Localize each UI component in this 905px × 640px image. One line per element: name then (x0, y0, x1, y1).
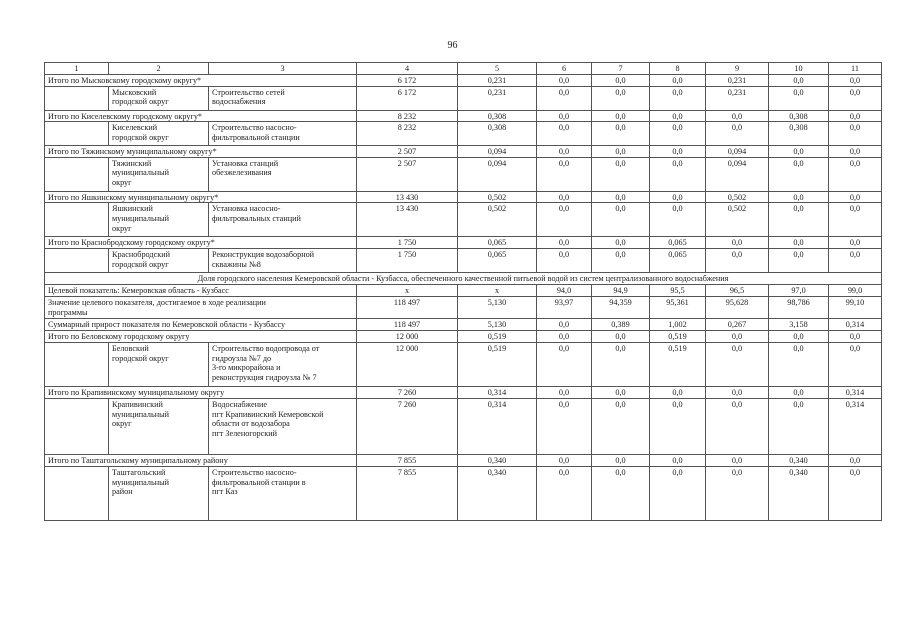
municipality-cell: Киселевский городской округ (109, 122, 209, 146)
value-cell: 0,094 (458, 146, 537, 158)
value-cell: 0,0 (650, 146, 706, 158)
column-number-1: 1 (45, 63, 109, 75)
value-cell: 0,231 (458, 86, 537, 110)
total-row (45, 237, 882, 249)
value-cell: 0,0 (592, 86, 650, 110)
value-cell: 1,002 (650, 318, 706, 330)
value-cell: 0,0 (769, 191, 829, 203)
value-cell: 0,314 (458, 398, 537, 454)
value-cell: 94,359 (592, 296, 650, 318)
value-cell: 0,0 (769, 157, 829, 191)
value-cell: 0,519 (458, 330, 537, 342)
value-cell: 0,0 (537, 203, 592, 237)
item-row (45, 157, 882, 191)
value-cell: х (458, 284, 537, 296)
value-cell: 0,0 (829, 191, 882, 203)
row-label: Значение целевого показателя, достигаемое в ходе реализации программы (45, 296, 357, 318)
value-cell: 0,0 (650, 466, 706, 520)
value-cell: 0,340 (458, 466, 537, 520)
value-cell: 0,0 (650, 454, 706, 466)
value-cell: 0,0 (592, 454, 650, 466)
value-cell: 0,308 (458, 110, 537, 122)
value-cell: 8 232 (357, 110, 458, 122)
value-cell: 0,0 (592, 237, 650, 249)
value-cell: 0,0 (537, 466, 592, 520)
total-row (45, 318, 882, 330)
item-row (45, 342, 882, 386)
value-cell: 0,0 (829, 122, 882, 146)
value-cell: 0,0 (537, 86, 592, 110)
value-cell: 0,0 (706, 110, 769, 122)
value-cell: 94,9 (592, 284, 650, 296)
value-cell: 0,0 (537, 122, 592, 146)
empty-cell (45, 342, 109, 386)
value-cell: 94,0 (537, 284, 592, 296)
value-cell: 13 430 (357, 203, 458, 237)
activity-cell: Установка станций обезжелезивания (209, 157, 357, 191)
value-cell: 0,0 (650, 398, 706, 454)
empty-cell (45, 122, 109, 146)
value-cell: 118 497 (357, 296, 458, 318)
item-row (45, 86, 882, 110)
item-row (45, 122, 882, 146)
page-number: 96 (447, 40, 458, 51)
value-cell: 0,502 (706, 191, 769, 203)
row-label: Итого по Краснобродскому городскому округу* (45, 237, 357, 249)
value-cell: 6 172 (357, 75, 458, 87)
total-row (45, 284, 882, 296)
value-cell: 7 855 (357, 466, 458, 520)
value-cell: 99,10 (829, 296, 882, 318)
value-cell: 0,0 (769, 386, 829, 398)
value-cell: 0,0 (829, 110, 882, 122)
value-cell: 7 260 (357, 398, 458, 454)
value-cell: 0,0 (829, 330, 882, 342)
column-number-3: 3 (209, 63, 357, 75)
value-cell: 0,0 (592, 398, 650, 454)
value-cell: 2 507 (357, 157, 458, 191)
activity-cell: Строительство насосно- фильтровальной станции (209, 122, 357, 146)
value-cell: 1 750 (357, 248, 458, 272)
municipality-cell: Беловский городской округ (109, 342, 209, 386)
value-cell: 0,389 (592, 318, 650, 330)
value-cell: 0,0 (537, 157, 592, 191)
value-cell: 0,0 (829, 248, 882, 272)
value-cell: 12 000 (357, 342, 458, 386)
value-cell: 0,0 (537, 110, 592, 122)
value-cell: 0,0 (592, 342, 650, 386)
activity-cell: Водоснабжение пгт Крапивинский Кемеровской области от водозабора пгт Зеленогорский (209, 398, 357, 454)
value-cell: 0,314 (829, 386, 882, 398)
total-row (45, 191, 882, 203)
table-body (45, 63, 882, 521)
column-number-5: 5 (458, 63, 537, 75)
column-number-9: 9 (706, 63, 769, 75)
value-cell: 0,0 (537, 248, 592, 272)
value-cell: 0,094 (458, 157, 537, 191)
value-cell: 0,0 (706, 398, 769, 454)
row-label: Итого по Яшкинскому муниципальному округу* (45, 191, 357, 203)
value-cell: 0,314 (829, 318, 882, 330)
value-cell: 1 750 (357, 237, 458, 249)
value-cell: 6 172 (357, 86, 458, 110)
value-cell: 0,502 (458, 191, 537, 203)
value-cell: 0,314 (829, 398, 882, 454)
value-cell: 0,0 (537, 75, 592, 87)
municipality-cell: Краснобродский городской округ (109, 248, 209, 272)
value-cell: 97,0 (769, 284, 829, 296)
total-row (45, 296, 882, 318)
municipality-cell: Крапивинский муниципальный округ (109, 398, 209, 454)
value-cell: 0,231 (458, 75, 537, 87)
total-row (45, 330, 882, 342)
item-row (45, 248, 882, 272)
total-row (45, 110, 882, 122)
value-cell: 0,0 (769, 342, 829, 386)
value-cell: 0,340 (769, 454, 829, 466)
value-cell: 0,0 (706, 330, 769, 342)
value-cell: 99,0 (829, 284, 882, 296)
value-cell: 5,130 (458, 296, 537, 318)
row-label: Итого по Киселевскому городскому округу* (45, 110, 357, 122)
value-cell: 0,065 (650, 248, 706, 272)
value-cell: 0,0 (769, 398, 829, 454)
header-row (45, 63, 882, 75)
total-row (45, 454, 882, 466)
value-cell: 0,0 (769, 248, 829, 272)
value-cell: 0,502 (706, 203, 769, 237)
value-cell: 118 497 (357, 318, 458, 330)
value-cell: 0,308 (458, 122, 537, 146)
value-cell: 0,0 (650, 122, 706, 146)
column-number-4: 4 (357, 63, 458, 75)
value-cell: 0,0 (650, 386, 706, 398)
value-cell: 0,0 (769, 146, 829, 158)
value-cell: 0,065 (458, 237, 537, 249)
value-cell: 93,97 (537, 296, 592, 318)
empty-cell (45, 398, 109, 454)
value-cell: 0,0 (592, 146, 650, 158)
column-number-7: 7 (592, 63, 650, 75)
value-cell: 0,314 (458, 386, 537, 398)
total-row (45, 75, 882, 87)
activity-cell: Установка насосно- фильтровальных станций (209, 203, 357, 237)
row-label: Итого по Мысковскому городскому округу* (45, 75, 357, 87)
value-cell: 0,094 (706, 146, 769, 158)
value-cell: 7 260 (357, 386, 458, 398)
value-cell: 8 232 (357, 122, 458, 146)
value-cell: 0,0 (650, 203, 706, 237)
section-row (45, 272, 882, 284)
item-row (45, 398, 882, 454)
value-cell: 3,158 (769, 318, 829, 330)
activity-cell: Строительство насосно- фильтровальной станции в пгт Каз (209, 466, 357, 520)
value-cell: 0,065 (650, 237, 706, 249)
value-cell: 0,0 (537, 191, 592, 203)
value-cell: 0,0 (650, 86, 706, 110)
value-cell: 0,0 (592, 203, 650, 237)
value-cell: 0,519 (458, 342, 537, 386)
value-cell: 0,308 (769, 122, 829, 146)
value-cell: 0,065 (458, 248, 537, 272)
value-cell: 0,0 (537, 454, 592, 466)
row-label: Итого по Таштагольскому муниципальному району (45, 454, 357, 466)
value-cell: 0,0 (829, 157, 882, 191)
value-cell: 0,0 (769, 75, 829, 87)
value-cell: 0,0 (537, 330, 592, 342)
municipality-cell: Мысковский городской округ (109, 86, 209, 110)
value-cell: 0,0 (706, 454, 769, 466)
value-cell: 0,0 (706, 237, 769, 249)
value-cell: 0,0 (829, 203, 882, 237)
row-label: Целевой показатель: Кемеровская область - Кузбасс (45, 284, 357, 296)
total-row (45, 146, 882, 158)
value-cell: 0,0 (706, 386, 769, 398)
empty-cell (45, 157, 109, 191)
municipality-cell: Яшкинский муниципальный округ (109, 203, 209, 237)
value-cell: 0,0 (592, 466, 650, 520)
program-table (44, 62, 882, 521)
value-cell: 0,519 (650, 342, 706, 386)
value-cell: 0,0 (537, 237, 592, 249)
value-cell: 0,519 (650, 330, 706, 342)
value-cell: 95,628 (706, 296, 769, 318)
value-cell: 0,0 (706, 122, 769, 146)
value-cell: 13 430 (357, 191, 458, 203)
value-cell: 0,0 (537, 318, 592, 330)
value-cell: 0,231 (706, 86, 769, 110)
value-cell: 96,5 (706, 284, 769, 296)
column-number-2: 2 (109, 63, 209, 75)
empty-cell (45, 466, 109, 520)
column-number-6: 6 (537, 63, 592, 75)
value-cell: 0,0 (592, 191, 650, 203)
value-cell: 0,0 (829, 454, 882, 466)
value-cell: 0,340 (769, 466, 829, 520)
value-cell: 0,0 (650, 110, 706, 122)
value-cell: 0,0 (769, 237, 829, 249)
value-cell: 0,0 (650, 191, 706, 203)
row-label: Итого по Беловскому городскому округу (45, 330, 357, 342)
value-cell: 2 507 (357, 146, 458, 158)
value-cell: 98,786 (769, 296, 829, 318)
value-cell: 0,0 (592, 157, 650, 191)
value-cell: 0,0 (769, 203, 829, 237)
total-row (45, 386, 882, 398)
value-cell: 0,0 (829, 237, 882, 249)
value-cell: 0,0 (769, 330, 829, 342)
value-cell: 0,0 (592, 248, 650, 272)
value-cell: 7 855 (357, 454, 458, 466)
value-cell: 0,0 (537, 398, 592, 454)
activity-cell: Строительство водопровода от гидроузла №7 до 3-го микрорайона и реконструкция гидроузла № 7 (209, 342, 357, 386)
value-cell: 0,0 (592, 110, 650, 122)
value-cell: 0,0 (537, 146, 592, 158)
municipality-cell: Таштагольский муниципальный район (109, 466, 209, 520)
value-cell: 0,0 (706, 342, 769, 386)
value-cell: 0,0 (592, 330, 650, 342)
value-cell: 0,267 (706, 318, 769, 330)
item-row (45, 466, 882, 520)
column-number-11: 11 (829, 63, 882, 75)
value-cell: 0,0 (829, 75, 882, 87)
value-cell: 95,361 (650, 296, 706, 318)
column-number-8: 8 (650, 63, 706, 75)
value-cell: 0,0 (706, 466, 769, 520)
row-label: Итого по Крапивинскому муниципальному округу (45, 386, 357, 398)
value-cell: 0,308 (769, 110, 829, 122)
value-cell: 0,0 (706, 248, 769, 272)
value-cell: 0,0 (592, 386, 650, 398)
value-cell: 0,0 (829, 466, 882, 520)
municipality-cell: Тяжинский муниципальный округ (109, 157, 209, 191)
empty-cell (45, 86, 109, 110)
value-cell: 95,5 (650, 284, 706, 296)
value-cell: 12 000 (357, 330, 458, 342)
row-label: Суммарный прирост показателя по Кемеровской области - Кузбассу (45, 318, 357, 330)
section-title: Доля городского населения Кемеровской области - Кузбасса, обеспеченного качественной питьевой водой из систем централизованного водоснабжения (45, 272, 882, 284)
value-cell: 0,0 (769, 86, 829, 110)
value-cell: 0,0 (829, 342, 882, 386)
value-cell: 5,130 (458, 318, 537, 330)
column-number-10: 10 (769, 63, 829, 75)
value-cell: 0,0 (829, 146, 882, 158)
value-cell: 0,0 (537, 386, 592, 398)
value-cell: 0,340 (458, 454, 537, 466)
value-cell: х (357, 284, 458, 296)
empty-cell (45, 203, 109, 237)
empty-cell (45, 248, 109, 272)
value-cell: 0,0 (592, 122, 650, 146)
value-cell: 0,0 (592, 75, 650, 87)
activity-cell: Реконструкция водозаборной скважины №8 (209, 248, 357, 272)
value-cell: 0,502 (458, 203, 537, 237)
row-label: Итого по Тяжинскому муниципальному округу* (45, 146, 357, 158)
value-cell: 0,0 (650, 75, 706, 87)
value-cell: 0,0 (829, 86, 882, 110)
value-cell: 0,231 (706, 75, 769, 87)
value-cell: 0,0 (537, 342, 592, 386)
value-cell: 0,0 (650, 157, 706, 191)
activity-cell: Строительство сетей водоснабжения (209, 86, 357, 110)
item-row (45, 203, 882, 237)
value-cell: 0,094 (706, 157, 769, 191)
